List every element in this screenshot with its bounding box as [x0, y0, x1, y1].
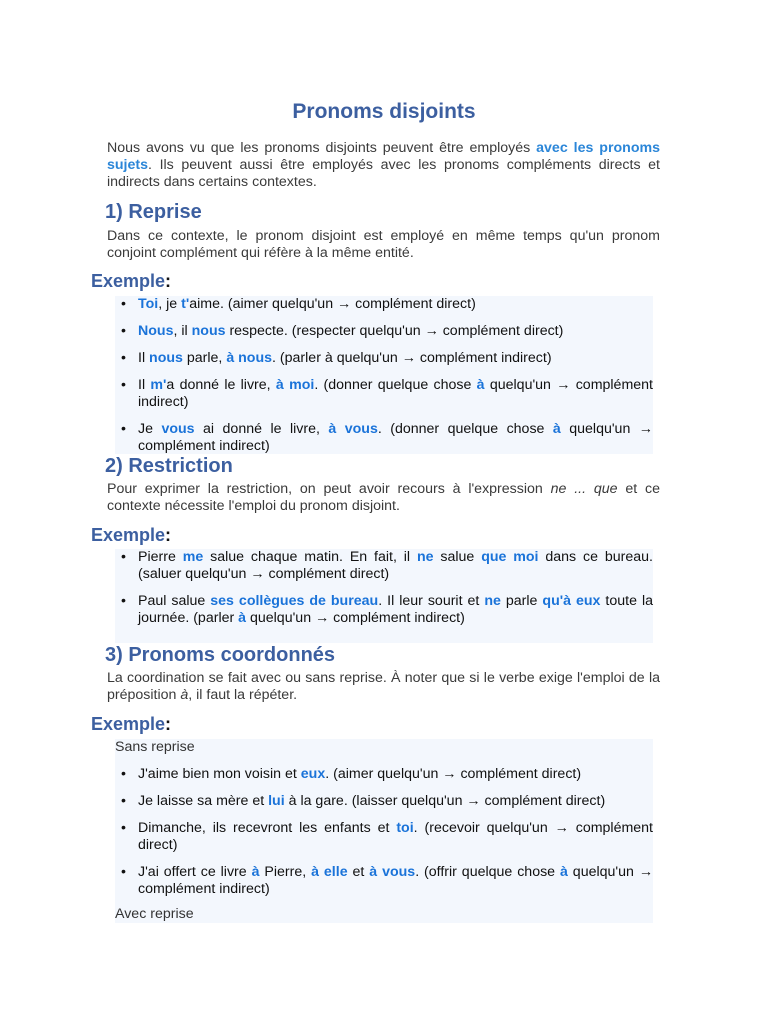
list-item [115, 549, 653, 583]
highlighted-pronoun: à nous [226, 350, 273, 366]
list-item [115, 766, 653, 783]
example-text: salue chaque matin. En fait, il [203, 549, 417, 565]
highlighted-pronoun: nous [191, 323, 226, 339]
example-text: toute la journée. (parler [138, 593, 653, 626]
description-emphasis: à [180, 687, 189, 703]
example-text: respecte. (respecter quelqu'un → complément direct) [225, 323, 564, 339]
example-label: Exemple [91, 271, 166, 291]
example-text: quelqu'un → complément indirect) [138, 421, 653, 454]
section-heading-reprise: 1) Reprise [105, 201, 202, 223]
highlighted-pronoun: toi [396, 820, 414, 836]
highlighted-pronoun: à elle [311, 864, 348, 880]
highlighted-pronoun: t' [181, 296, 190, 312]
highlighted-pronoun: à [251, 864, 260, 880]
sub-label-avec-reprise: Avec reprise [115, 906, 194, 922]
example-label: Exemple [91, 525, 166, 545]
sub-label-sans-reprise: Sans reprise [115, 739, 195, 755]
highlighted-pronoun: à [476, 377, 485, 393]
highlighted-pronoun: me [182, 549, 204, 565]
list-item [115, 350, 653, 367]
highlighted-pronoun: à [238, 610, 247, 626]
example-label: Exemple [91, 714, 166, 734]
highlighted-pronoun: à [552, 421, 561, 437]
example-text: . (parler à quelqu'un → complément indirect) [272, 350, 552, 366]
example-text: parle, [182, 350, 227, 366]
highlighted-pronoun: vous [161, 421, 195, 437]
highlighted-pronoun: que moi [481, 549, 539, 565]
list-item [115, 421, 653, 455]
example-text: aime. (aimer quelqu'un → complément direct) [189, 296, 476, 312]
example-text: J'aime bien mon voisin et [138, 766, 301, 782]
example-text: et [347, 864, 370, 880]
list-item [115, 593, 653, 627]
list-item [115, 793, 653, 810]
highlighted-pronoun: ne [484, 593, 501, 609]
highlighted-pronoun: ses collègues de bureau [210, 593, 379, 609]
example-text: . (donner quelque chose [377, 421, 553, 437]
example-text: . Il leur sourit et [378, 593, 485, 609]
list-item [115, 820, 653, 854]
example-text: , il [173, 323, 192, 339]
example-text: Je laisse sa mère et [138, 793, 269, 809]
example-text: quelqu'un → complément indirect) [138, 377, 653, 410]
example-text: ai donné le livre, [194, 421, 329, 437]
example-text: Pierre [138, 549, 183, 565]
example-text: Il [138, 350, 150, 366]
section-heading-coordonnes: 3) Pronoms coordonnés [105, 644, 336, 666]
example-text: a donné le livre, [166, 377, 276, 393]
section-description [107, 481, 660, 515]
list-item [115, 864, 653, 898]
example-text: Paul salue [138, 593, 211, 609]
intro-text: Nous avons vu que les pronoms disjoints peuvent être employés [107, 140, 537, 156]
highlighted-pronoun: eux [300, 766, 326, 782]
highlighted-pronoun: à vous [328, 421, 378, 437]
description-text: Pour exprimer la restriction, on peut avoir recours à l'expression [107, 481, 551, 497]
intro-paragraph [107, 140, 660, 191]
page-title: Pronoms disjoints [292, 100, 476, 123]
description-text: , il faut la répéter. [188, 687, 298, 703]
list-item [115, 323, 653, 340]
list-item [115, 296, 653, 313]
example-list [115, 766, 653, 898]
example-box [115, 739, 653, 923]
highlighted-pronoun: à vous [369, 864, 416, 880]
highlighted-pronoun: à moi [275, 377, 315, 393]
example-text: à la gare. (laisser quelqu'un → complément direct) [284, 793, 606, 809]
description-text: et ce contexte nécessite l'emploi du pronom disjoint. [107, 481, 660, 514]
highlighted-pronoun: Toi [138, 296, 159, 312]
example-text: Dimanche, ils recevront les enfants et [138, 820, 397, 836]
example-text: quelqu'un → complément indirect) [246, 610, 465, 626]
example-box [115, 549, 653, 643]
highlighted-pronoun: qu'à eux [542, 593, 601, 609]
example-text: quelqu'un → complément indirect) [138, 864, 654, 897]
example-text: . (offrir quelque chose [415, 864, 560, 880]
example-text: . (donner quelque chose [314, 377, 477, 393]
section-description: Dans ce contexte, le pronom disjoint est employé en même temps qu'un pronom conjoint complément qui réfère à la même entité. [107, 228, 660, 261]
highlighted-pronoun: ne [416, 549, 434, 565]
example-text: Il [138, 377, 151, 393]
example-text: salue [433, 549, 482, 565]
example-heading: Exemple: [91, 714, 172, 734]
section-description [107, 670, 660, 704]
example-heading: Exemple: [91, 271, 172, 291]
highlighted-pronoun: lui [268, 793, 285, 809]
description-emphasis: ne ... que [550, 481, 618, 497]
example-heading: Exemple: [91, 525, 172, 545]
example-text: dans ce bureau. (saluer quelqu'un → complément direct) [138, 549, 653, 582]
example-text: . (recevoir quelqu'un → complément direct) [138, 820, 653, 853]
example-list [115, 296, 653, 455]
example-text: . (aimer quelqu'un → complément direct) [325, 766, 582, 782]
highlighted-pronoun: à [560, 864, 568, 880]
description-text: La coordination se fait avec ou sans reprise. À noter que si le verbe exige l'emploi de la préposition [107, 670, 660, 703]
example-list [115, 549, 653, 627]
intro-link[interactable]: avec les pronoms sujets [107, 140, 660, 173]
example-text: J'ai offert ce livre [138, 864, 252, 880]
highlighted-pronoun: Nous [138, 323, 174, 339]
highlighted-pronoun: nous [149, 350, 183, 366]
example-box [115, 296, 653, 454]
example-text: parle [500, 593, 543, 609]
intro-text: . Ils peuvent aussi être employés avec les pronoms compléments directs et indirects dans certains contextes. [107, 157, 660, 190]
list-item [115, 377, 653, 411]
section-heading-restriction: 2) Restriction [105, 455, 233, 477]
highlighted-pronoun: m' [150, 377, 167, 393]
example-text: , je [158, 296, 182, 312]
example-text: Je [138, 421, 162, 437]
example-text: Pierre, [259, 864, 312, 880]
